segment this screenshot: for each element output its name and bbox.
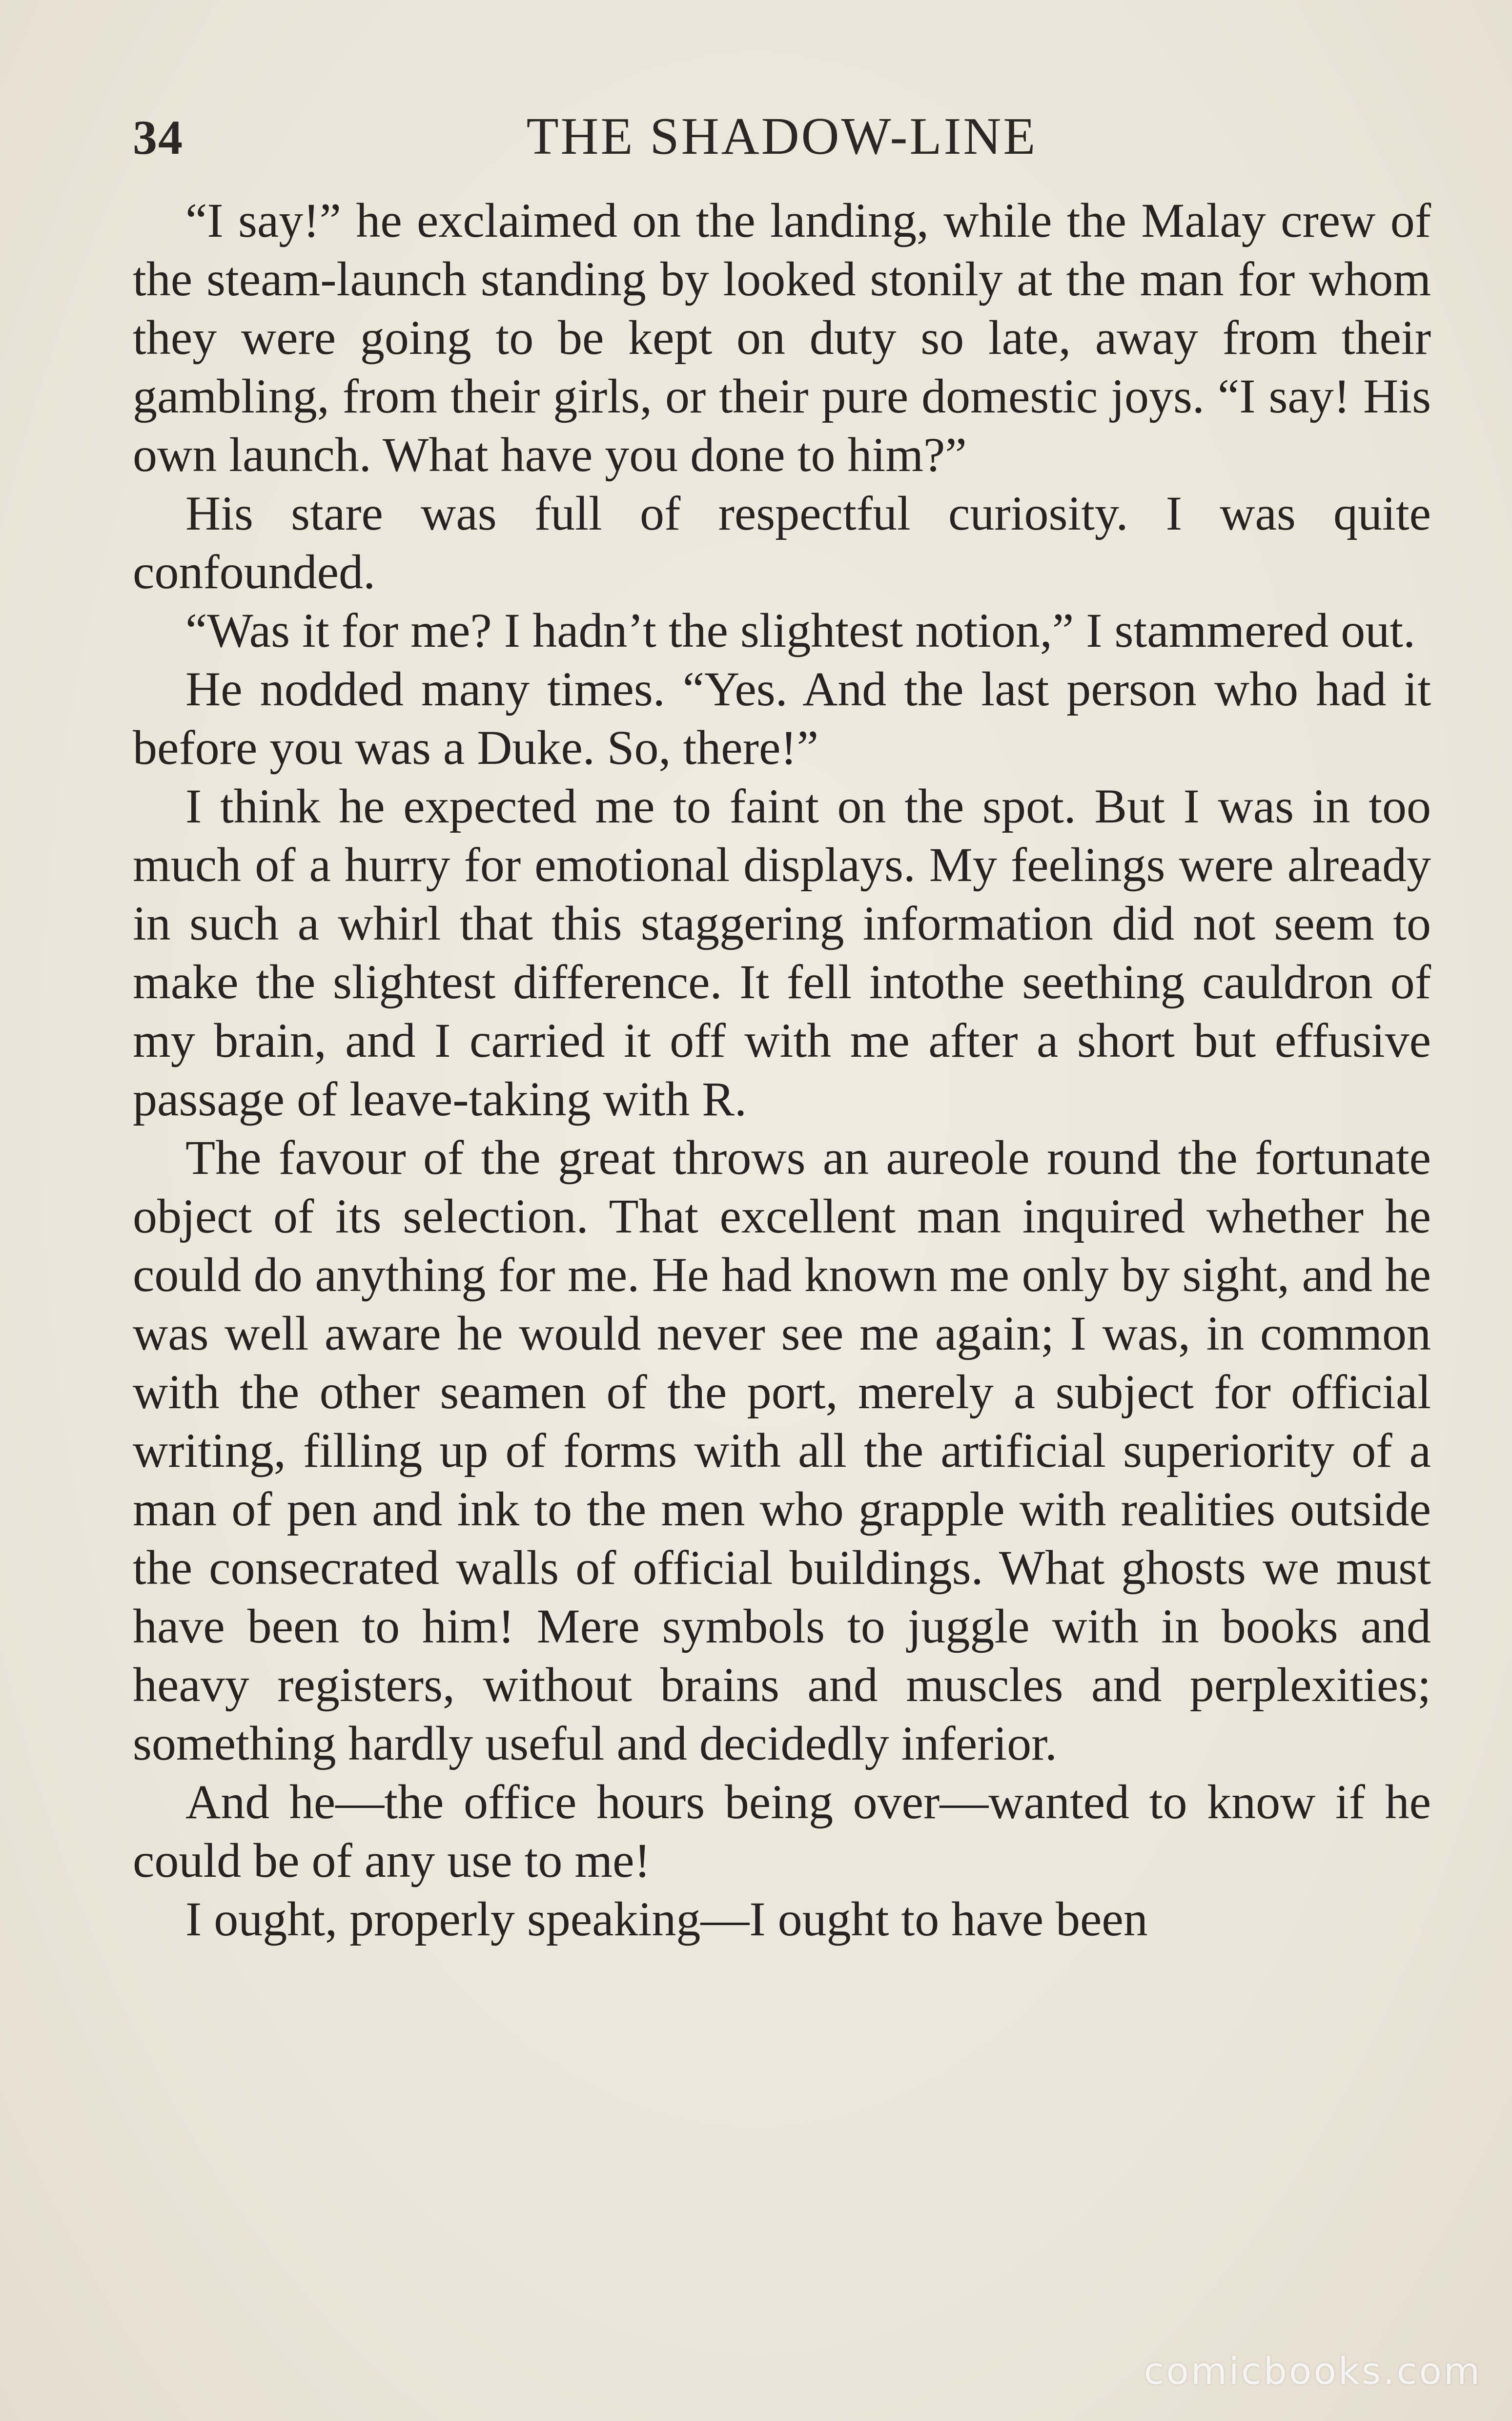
paragraph: I ought, properly speaking—I ought to have been xyxy=(185,1892,1148,1946)
page-header xyxy=(133,106,1431,175)
paragraph: I think he expected me to faint on the spot. But I was in too much of a hurry for emotional displays. My feelings were already in such a whirl that this staggering information did not seem to make the slightest difference. It fell intothe seething cauldron of my brain, and I carried it off with me after a short but effusive passage of leave-taking with R. xyxy=(133,779,1431,1126)
page-number: 34 xyxy=(133,110,184,164)
paragraph: He nodded many times. “Yes. And the last person who had it before you was a Duke. So, there!” xyxy=(133,662,1431,775)
paragraph: “I say!” he exclaimed on the landing, while the Malay crew of the steam-launch standing by looked stonily at the man for whom they were going to be kept on duty so late, away from their gambling, from their girls, or their pure domestic joys. “I say! His own launch. What have you done to him?” xyxy=(133,193,1431,482)
paragraph: “Was it for me? I hadn’t the slightest notion,” I stammered out. xyxy=(185,603,1416,657)
running-title: THE SHADOW-LINE xyxy=(526,107,1038,165)
body-text xyxy=(133,191,1431,1949)
paragraph: And he—the office hours being over—wanted to know if he could be of any use to me! xyxy=(133,1775,1431,1888)
paragraph: His stare was full of respectful curiosity. I was quite confounded. xyxy=(133,486,1431,599)
paragraph: The favour of the great throws an aureole round the fortunate object of its selection. That excellent man inquired whether he could do anything for me. He had known me only by sight, and he was well aware he would never see me again; I was, in common with the other seamen of the port, merely a subject for official writing, filling up of forms with all the artificial superiority of a man of pen and ink to the men who grapple with realities outside the consecrated walls of official buildings. What ghosts we must have been to him! Mere symbols to juggle with in books and heavy registers, without brains and muscles and perplexities; something hardly useful and decidedly inferior. xyxy=(133,1130,1431,1770)
watermark: comicbooks.com xyxy=(1144,2349,1482,2393)
